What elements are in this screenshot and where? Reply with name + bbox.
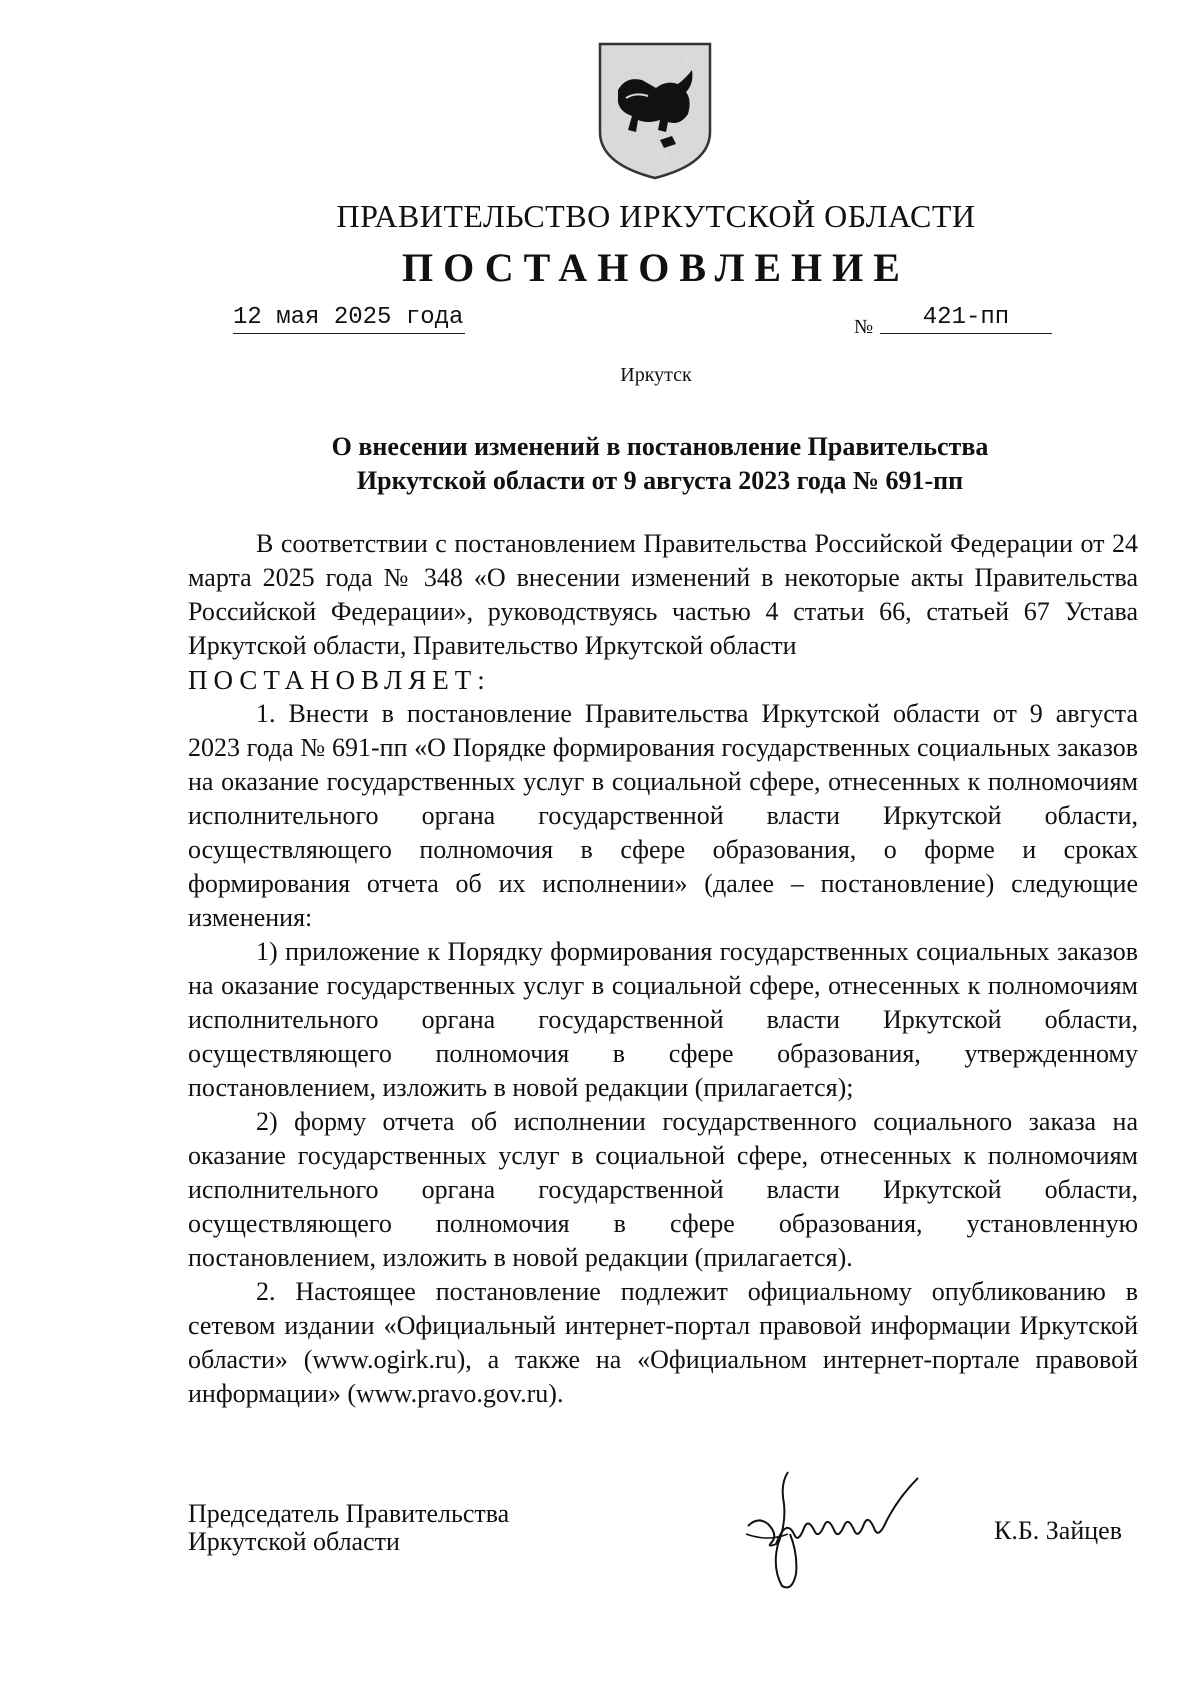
handwritten-signature	[728, 1464, 968, 1594]
subject-line-2: Иркутской области от 9 августа 2023 года № 691-пп	[356, 466, 964, 495]
item-2-paragraph: 2. Настоящее постановление подлежит официальному опубликованию в сетевом издании «Официальный интернет-портал правовой информации Иркутской области» (www.ogirk.ru), а также на «Официальном интернет-портале правовой информации» (www.pravo.gov.ru).	[188, 1277, 1138, 1408]
document-city: Иркутск	[620, 364, 692, 386]
document-subject	[260, 430, 1060, 498]
preamble-paragraph: В соответствии с постановлением Правительства Российской Федерации от 24 марта 2025 года № 348 «О внесении изменений в некоторые акты Правительства Российской Федерации», руководствуясь частью 4 статьи 66, статьей 67 Устава Иркутской области, Правительство Иркутской области	[188, 529, 1138, 660]
signer-position	[188, 1500, 568, 1556]
resolves-heading: ПОСТАНОВЛЯЕТ:	[188, 665, 491, 695]
signer-position-line-2: Иркутской области	[188, 1527, 400, 1556]
document-body	[188, 527, 1138, 1411]
government-title: ПРАВИТЕЛЬСТВО ИРКУТСКОЙ ОБЛАСТИ	[336, 198, 976, 234]
signer-position-line-1: Председатель Правительства	[188, 1499, 510, 1528]
subject-line-1: О внесении изменений в постановление Правительства	[331, 432, 989, 461]
document-date: 12 мая 2025 года	[233, 304, 465, 334]
item-1-1-paragraph: 1) приложение к Порядку формирования государственных социальных заказов на оказание государственных услуг в социальной сфере, отнесенных к полномочиям исполнительного органа государственной власти Иркутской области, осуществляющего полномочия в сфере образования, утвержденному постановлением, изложить в новой редакции (прилагается);	[188, 937, 1138, 1102]
document-type: ПОСТАНОВЛЕНИЕ	[402, 245, 910, 290]
document-number: 421-пп	[880, 304, 1052, 334]
number-sign: №	[854, 316, 874, 338]
coat-of-arms-icon	[596, 40, 714, 182]
signer-name: К.Б. Зайцев	[994, 1516, 1122, 1545]
item-1-paragraph: 1. Внести в постановление Правительства Иркутской области от 9 августа 2023 года № 691-пп «О Порядке формирования государственных социальных заказов на оказание государственных услуг в социальной сфере, отнесенных к полномочиям исполнительного органа государственной власти Иркутской области, осуществляющего полномочия в сфере образования, о форме и сроках формирования отчета об их исполнении» (далее – постановление) следующие изменения:	[188, 699, 1138, 932]
item-1-2-paragraph: 2) форму отчета об исполнении государственного социального заказа на оказание государственных услуг в социальной сфере, отнесенных к полномочиям исполнительного органа государственной власти Иркутской области, осуществляющего полномочия в сфере образования, установленную постановлением, изложить в новой редакции (прилагается).	[188, 1107, 1138, 1272]
